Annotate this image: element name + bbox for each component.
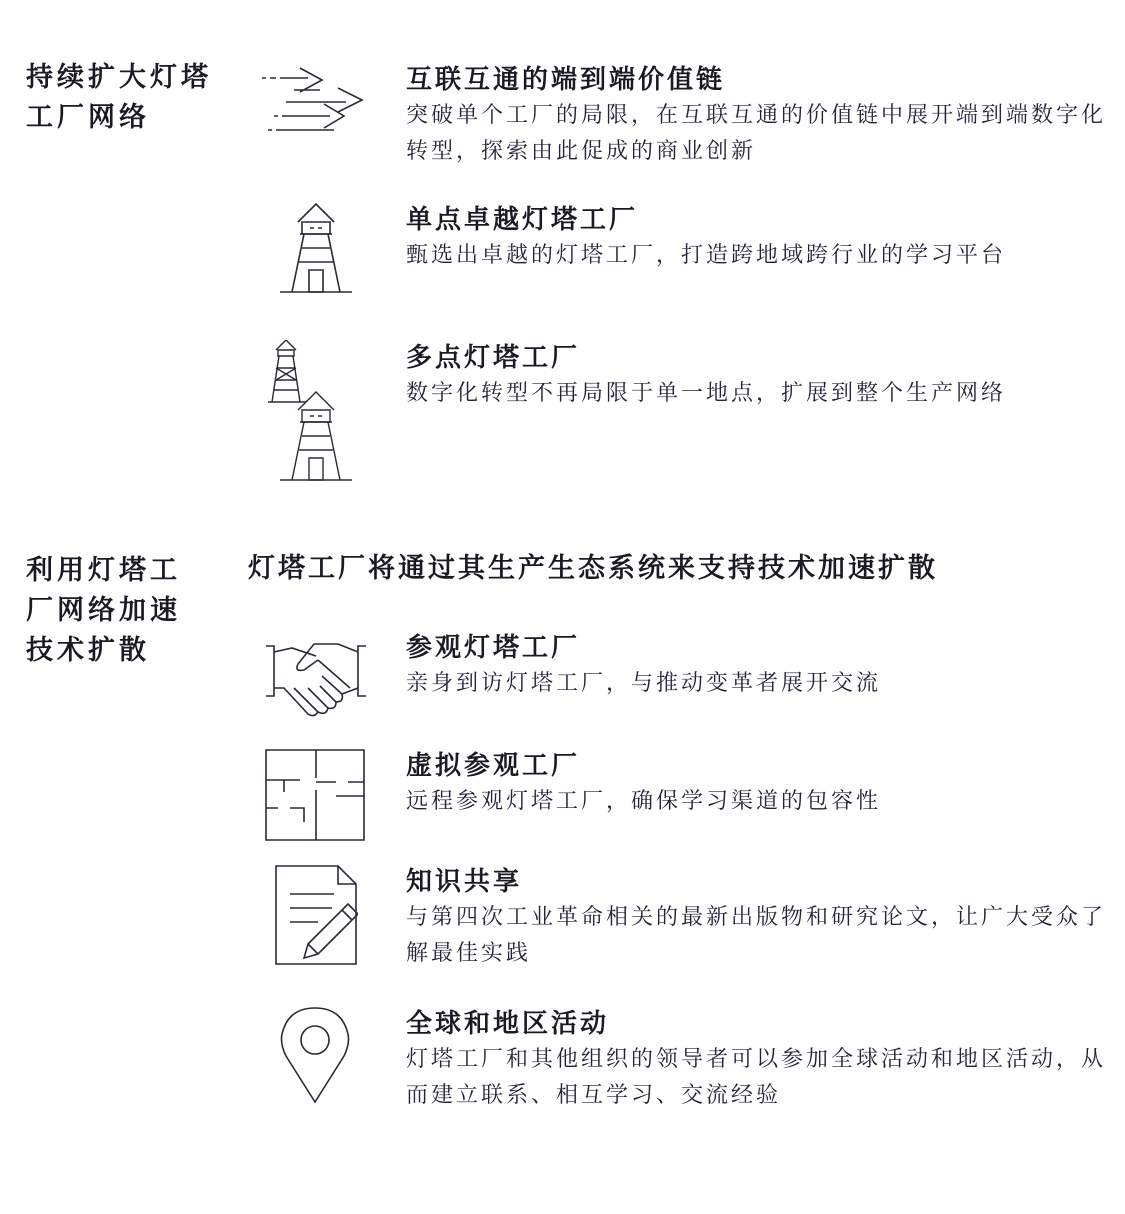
item-title: 互联互通的端到端价值链 [406,65,726,95]
location-pin-icon [278,1006,352,1106]
item-title: 单点卓越灯塔工厂 [406,205,639,235]
item-description: 灯塔工厂和其他组织的领导者可以参加全球活动和地区活动，从而建立联系、相互学习、交流经验 [406,1047,1107,1108]
document-edit-icon [274,864,358,970]
item-description: 甄选出卓越的灯塔工厂，打造跨地域跨行业的学习平台 [406,243,1007,268]
item-description: 远程参观灯塔工厂，确保学习渠道的包容性 [406,789,882,814]
item-title: 虚拟参观工厂 [406,751,581,781]
item-title: 全球和地区活动 [406,1009,610,1039]
item-description: 与第四次工业革命相关的最新出版物和研究论文，让广大受众了解最佳实践 [406,905,1107,966]
handshake-icon [264,630,368,720]
floor-plan-icon [264,748,366,844]
item-description: 亲身到访灯塔工厂，与推动变革者展开交流 [406,671,882,696]
item-description: 数字化转型不再局限于单一地点，扩展到整个生产网络 [406,381,1007,406]
section1-title: 持续扩大灯塔工厂网络 [26,62,212,133]
item-title: 参观灯塔工厂 [406,633,581,663]
item-title: 多点灯塔工厂 [406,343,581,373]
item-title: 知识共享 [406,867,523,897]
arrows-icon [260,62,370,142]
section2-title: 利用灯塔工厂网络加速技术扩散 [26,555,181,666]
multiple-lighthouses-icon [268,340,358,490]
section2-subtitle: 灯塔工厂将通过其生产生态系统来支持技术加速扩散 [248,553,938,584]
item-description: 突破单个工厂的局限，在互联互通的价值链中展开端到端数字化转型，探索由此促成的商业创新 [406,103,1107,164]
lighthouse-icon [278,202,354,297]
